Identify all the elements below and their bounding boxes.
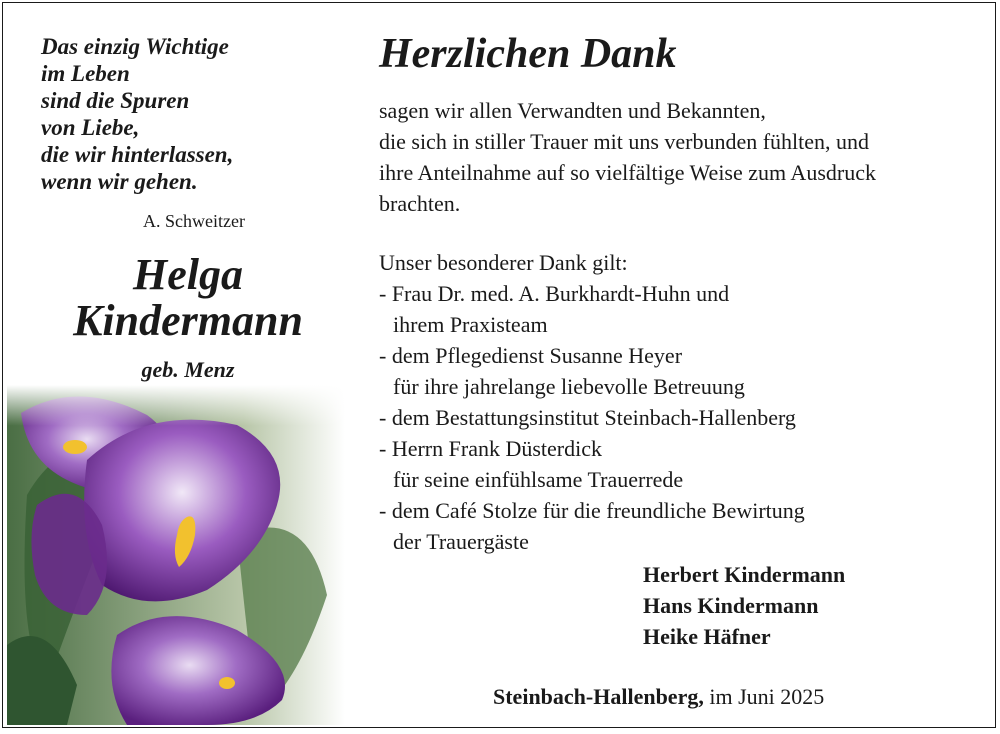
intro-line: brachten. — [379, 191, 461, 216]
thanks-line: - Herrn Frank Düsterdick — [379, 436, 602, 461]
quote-line: wenn wir gehen. — [41, 169, 198, 194]
quote-author: A. Schweitzer — [143, 211, 245, 231]
thanks-line: ihrem Praxisteam — [393, 312, 548, 337]
thanks-line: für ihre jahrelange liebevolle Betreuung — [393, 374, 745, 399]
signers — [643, 559, 943, 652]
place: Steinbach-Hallenberg, — [493, 684, 704, 709]
signer-name: Heike Häfner — [643, 624, 771, 649]
thanks-line: - dem Pflegedienst Susanne Heyer — [379, 343, 683, 368]
obituary-card — [2, 2, 996, 728]
thanks-line: für seine einfühlsame Trauerrede — [393, 467, 684, 492]
thanks-line: der Trauergäste — [393, 529, 529, 554]
thanks-line: - Frau Dr. med. A. Burkhardt-Huhn und — [379, 281, 730, 306]
calla-lily-image — [7, 385, 345, 725]
intro-text — [379, 95, 969, 219]
place-date — [493, 681, 953, 712]
quote-line: Das einzig Wichtige — [41, 34, 229, 59]
intro-line: ihre Anteilnahme auf so vielfältige Weise zum Ausdruck — [379, 160, 876, 185]
thanks-line: - dem Bestattungsinstitut Steinbach-Hallenberg — [379, 405, 796, 430]
intro-line: sagen wir allen Verwandten und Bekannten, — [379, 98, 766, 123]
signer-name: Hans Kindermann — [643, 593, 819, 618]
last-name: Kindermann — [73, 296, 303, 345]
quote-line: im Leben — [41, 61, 130, 86]
quote-line: sind die Spuren — [41, 88, 190, 113]
quote-line: die wir hinterlassen, — [41, 142, 234, 167]
intro-line: die sich in stiller Trauer mit uns verbunden fühlten, und — [379, 129, 870, 154]
birth-name: geb. Menz — [141, 357, 235, 382]
deceased-name — [23, 250, 353, 383]
quote — [41, 33, 341, 195]
first-name: Helga — [133, 250, 243, 299]
headline: Herzlichen Dank — [379, 31, 677, 77]
date: im Juni 2025 — [709, 684, 825, 709]
thanks-line: - dem Café Stolze für die freundliche Bewirtung — [379, 498, 805, 523]
thanks-heading: Unser besonderer Dank gilt: — [379, 250, 628, 275]
quote-line: von Liebe, — [41, 115, 140, 140]
signer-name: Herbert Kindermann — [643, 562, 846, 587]
thanks-list — [379, 247, 969, 557]
